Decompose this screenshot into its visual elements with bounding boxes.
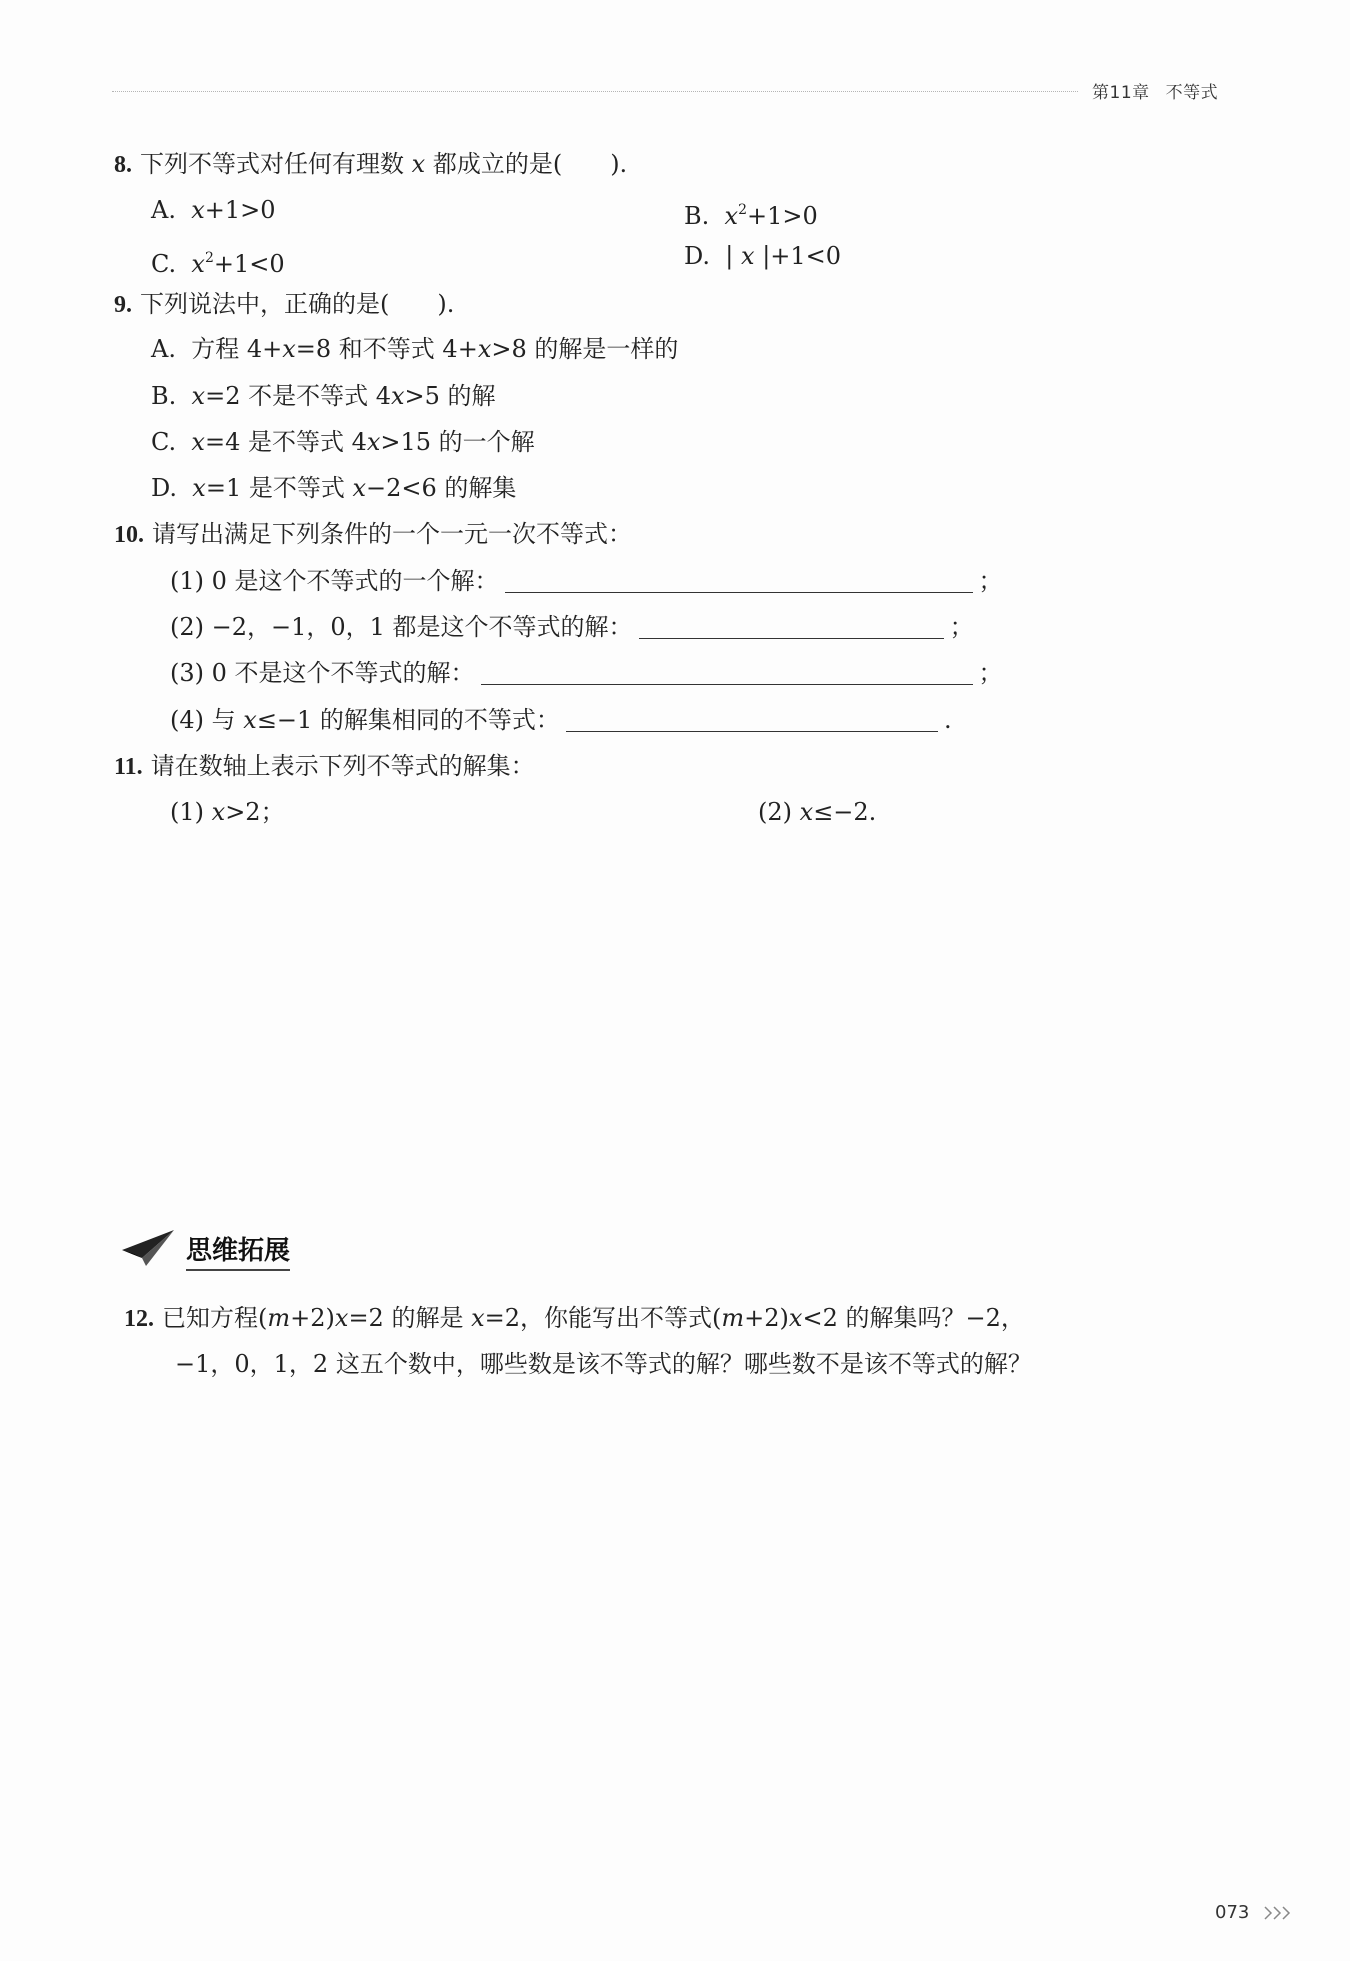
question-number: 11. xyxy=(114,754,143,780)
q9-option-d xyxy=(151,472,516,504)
question-10-stem xyxy=(114,518,632,551)
variable: x xyxy=(191,250,205,278)
question-12-line-2 xyxy=(175,1348,1032,1380)
q11-part-1 xyxy=(170,796,285,828)
variable: x xyxy=(352,474,367,502)
q9-option-a xyxy=(151,333,678,365)
option-text: =4 是不等式 4 xyxy=(204,428,367,456)
abs-bar: | xyxy=(725,242,734,270)
q10-part-2 xyxy=(170,611,974,643)
question-11-stem xyxy=(114,750,535,783)
option-expression: |+1<0 xyxy=(762,242,842,270)
paper-plane-icon xyxy=(120,1228,176,1268)
option-label: C. xyxy=(151,428,177,456)
variable: x xyxy=(741,242,755,270)
punctuation: . xyxy=(943,706,952,734)
section-title: 思维拓展 xyxy=(186,1230,290,1271)
question-number: 8. xyxy=(114,152,132,178)
option-text: =2 不是不等式 4 xyxy=(205,382,391,410)
chapter-number: 第11章 xyxy=(1092,83,1150,103)
stem-text: 已知方程( xyxy=(162,1304,268,1332)
stem-text: +2) xyxy=(290,1304,335,1332)
variable: x xyxy=(366,428,381,456)
option-label: B. xyxy=(151,382,177,410)
q11-part-2 xyxy=(758,796,876,828)
part-text: ≤−1 的解集相同的不等式： xyxy=(256,706,560,734)
q10-part-3 xyxy=(170,657,1003,689)
variable: x xyxy=(788,1304,803,1332)
part-text: >2； xyxy=(225,798,285,826)
part-text: ≤−2. xyxy=(813,798,877,826)
part-text: (1) 0 是这个不等式的一个解： xyxy=(170,567,499,595)
q8-option-c xyxy=(151,242,285,280)
q8-option-b xyxy=(684,194,818,232)
q10-part-4 xyxy=(170,704,952,736)
option-label: A. xyxy=(151,335,176,363)
variable: x xyxy=(334,1304,349,1332)
variable: x xyxy=(282,335,296,363)
option-text: >8 的解是一样的 xyxy=(491,335,679,363)
q10-part-1 xyxy=(170,565,1003,597)
answer-blank[interactable] xyxy=(481,660,973,685)
option-label: B. xyxy=(684,202,710,230)
stem-text: 下列不等式对任何有理数 xyxy=(140,150,404,178)
option-expression: +1>0 xyxy=(747,202,818,230)
answer-blank[interactable] xyxy=(566,707,938,732)
stem-text: −1，0，1，2 这五个数中，哪些数是该不等式的解？哪些数不是该不等式的解？ xyxy=(175,1350,1032,1378)
option-text: =8 和不等式 4+ xyxy=(295,335,478,363)
variable: x xyxy=(471,1304,485,1332)
part-text: (2) −2，−1，0，1 都是这个不等式的解： xyxy=(170,613,633,641)
variable: x xyxy=(724,202,739,230)
option-expression: +1>0 xyxy=(204,196,276,224)
stem-text: <2 的解集吗？−2， xyxy=(802,1304,1025,1332)
answer-blank[interactable] xyxy=(505,568,973,593)
part-text: (3) 0 不是这个不等式的解： xyxy=(170,659,475,687)
stem-text: 请在数轴上表示下列不等式的解集： xyxy=(150,752,535,780)
variable: x xyxy=(192,474,206,502)
option-label: D. xyxy=(151,474,178,502)
variable: x xyxy=(191,382,206,410)
option-label: A. xyxy=(151,196,176,224)
chevron-right-icon xyxy=(1263,1904,1293,1922)
page-number: 073 xyxy=(1215,1902,1250,1923)
question-number: 12. xyxy=(124,1306,154,1332)
exponent: 2 xyxy=(204,250,214,266)
q9-option-b xyxy=(151,380,496,412)
part-label: (2) xyxy=(758,798,792,826)
option-label: C. xyxy=(151,250,177,278)
question-number: 9. xyxy=(114,292,132,318)
part-label: (1) xyxy=(170,798,204,826)
question-9-stem xyxy=(114,288,454,321)
option-text: >5 的解 xyxy=(404,382,496,410)
option-label: D. xyxy=(684,242,711,270)
variable: x xyxy=(477,335,492,363)
question-number: 10. xyxy=(114,522,144,548)
variable: x xyxy=(191,196,205,224)
variable: x xyxy=(390,382,405,410)
variable: m xyxy=(267,1304,291,1332)
option-expression: +1<0 xyxy=(213,250,285,278)
option-text: 方程 4+ xyxy=(191,335,283,363)
punctuation: ； xyxy=(949,613,974,641)
q8-option-a xyxy=(151,194,276,226)
part-text: (4) 与 xyxy=(170,706,236,734)
q9-option-c xyxy=(151,426,535,458)
question-8-stem xyxy=(114,148,627,181)
question-12-line-1 xyxy=(124,1302,1025,1335)
variable: m xyxy=(721,1304,745,1332)
stem-text: =2，你能写出不等式( xyxy=(484,1304,722,1332)
variable: x xyxy=(411,150,426,178)
variable: x xyxy=(211,798,226,826)
option-text: >15 的一个解 xyxy=(380,428,535,456)
punctuation: ； xyxy=(978,659,1003,687)
stem-text: 都成立的是( ). xyxy=(432,150,628,178)
stem-text: +2) xyxy=(744,1304,789,1332)
punctuation: ； xyxy=(978,567,1003,595)
option-text: =1 是不等式 xyxy=(205,474,345,502)
variable: x xyxy=(243,706,257,734)
answer-blank[interactable] xyxy=(639,614,944,639)
stem-text: 下列说法中，正确的是( ). xyxy=(140,290,455,318)
chapter-header xyxy=(1092,78,1218,103)
stem-text: 请写出满足下列条件的一个一元一次不等式： xyxy=(152,520,632,548)
option-text: −2<6 的解集 xyxy=(366,474,517,502)
stem-text: =2 的解是 xyxy=(348,1304,464,1332)
chapter-title: 不等式 xyxy=(1165,83,1219,103)
variable: x xyxy=(799,798,814,826)
q8-option-d xyxy=(684,240,841,272)
header-rule xyxy=(112,91,1078,92)
variable: x xyxy=(191,428,205,456)
exponent: 2 xyxy=(738,202,747,218)
